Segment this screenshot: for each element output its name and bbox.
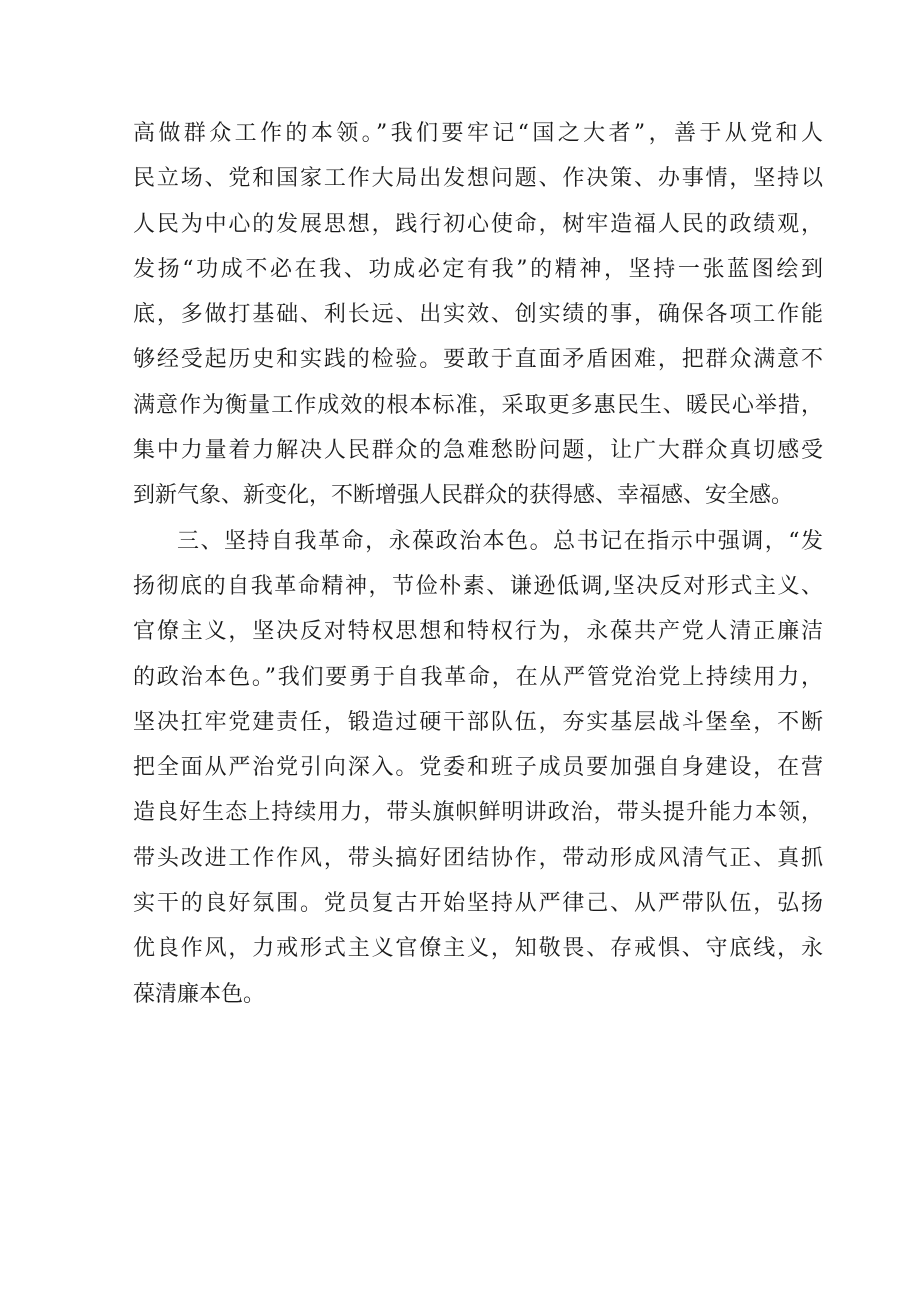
text-line: 坚决扛牢党建责任，锻造过硬干部队伍，夯实基层战斗堡垒，不断 — [133, 709, 823, 735]
text-line: 的政治本色。”我们要勇于自我革命，在从严管党治党上持续用力， — [133, 664, 823, 690]
text-line: 葆清廉本色。 — [133, 981, 266, 1007]
paragraph-self-revolution — [133, 519, 823, 1017]
text-line: 造良好生态上持续用力，带头旗帜鲜明讲政治，带头提升能力本领， — [133, 800, 823, 826]
text-line: 满意作为衡量工作成效的根本标准，采取更多惠民生、暖民心举措， — [133, 392, 823, 418]
text-line: 到新气象、新变化，不断增强人民群众的获得感、幸福感、安全感。 — [133, 483, 794, 509]
text-line: 发扬“功成不必在我、功成必定有我”的精神，坚持一张蓝图绘到 — [133, 256, 823, 282]
text-line: 优良作风，力戒形式主义官僚主义，知敬畏、存戒惧、守底线，永 — [133, 936, 823, 962]
text-line: 够经受起历史和实践的检验。要敢于直面矛盾困难，把群众满意不 — [133, 347, 823, 373]
text-line: 人民为中心的发展思想，践行初心使命，树牢造福人民的政绩观， — [133, 211, 823, 237]
document-body — [133, 111, 823, 1017]
paragraph-people-centered — [133, 111, 823, 519]
text-line: 底，多做打基础、利长远、出实效、创实绩的事，确保各项工作能 — [133, 302, 823, 328]
text-line: 民立场、党和国家工作大局出发想问题、作决策、办事情，坚持以 — [133, 166, 823, 192]
text-line: 集中力量着力解决人民群众的急难愁盼问题，让广大群众真切感受 — [133, 438, 823, 464]
text-line: 带头改进工作作风，带头搞好团结协作，带动形成风清气正、真抓 — [133, 845, 823, 871]
text-line: 把全面从严治党引向深入。党委和班子成员要加强自身建设，在营 — [133, 755, 823, 781]
text-line: 实干的良好氛围。党员复古开始坚持从严律己、从严带队伍，弘扬 — [133, 891, 823, 917]
text-line: 官僚主义，坚决反对特权思想和特权行为，永葆共产党人清正廉洁 — [133, 619, 823, 645]
section-heading-line: 三、坚持自我革命，永葆政治本色。总书记在指示中强调，“发 — [177, 528, 823, 554]
text-line: 高做群众工作的本领。”我们要牢记“国之大者”，善于从党和人 — [133, 121, 823, 146]
text-line: 扬彻底的自我革命精神，节俭朴素、谦逊低调,坚决反对形式主义、 — [133, 573, 823, 599]
